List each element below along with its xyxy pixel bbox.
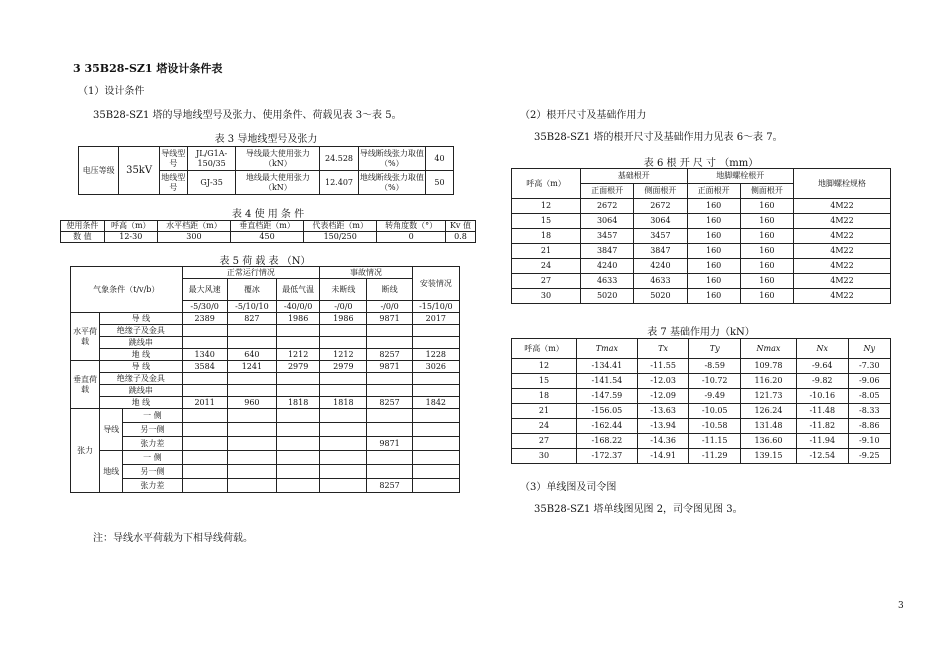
t3-type-label: 地线型号 xyxy=(159,171,187,195)
t7-head: Tx xyxy=(637,339,689,359)
t7-cell: -13.94 xyxy=(637,419,689,434)
t5-cell xyxy=(227,465,276,479)
t5-cell xyxy=(182,423,227,437)
t5-cell xyxy=(277,479,320,493)
t5-cell: 8257 xyxy=(367,479,412,493)
t7-cell: -141.54 xyxy=(577,374,638,389)
subsection-3-title: （3）单线图及司令图 xyxy=(520,482,617,493)
t6-cell: 4M22 xyxy=(794,229,891,244)
t7-row xyxy=(512,359,891,374)
t6-cell: 4633 xyxy=(581,274,634,289)
table5 xyxy=(70,266,460,493)
t4-value: 12-30 xyxy=(104,232,157,243)
t6-spec-label: 地脚螺栓规格 xyxy=(794,169,891,199)
t5-cell xyxy=(227,409,276,423)
t7-cell: 126.24 xyxy=(741,404,797,419)
t3-type: GJ-35 xyxy=(187,171,236,195)
t5-cell xyxy=(320,337,367,349)
t5-row-label: 导 线 xyxy=(100,361,182,373)
t5-cell xyxy=(277,465,320,479)
t7-cell: -8.05 xyxy=(848,389,890,404)
t5-cell: 1212 xyxy=(277,349,320,361)
t6-cell: 160 xyxy=(740,289,793,304)
t7-cell: 131.48 xyxy=(741,419,797,434)
t7-cell: -9.49 xyxy=(689,389,741,404)
t7-cell: -12.09 xyxy=(637,389,689,404)
t6-row xyxy=(512,214,891,229)
t5-tension-ground: 地线 xyxy=(100,451,123,493)
subsection-2-title: （2）根开尺寸及基础作用力 xyxy=(520,110,647,121)
t3-max-label: 地线最大使用张力（kN） xyxy=(236,171,320,195)
t7-head: Tmax xyxy=(577,339,638,359)
t3-max: 12.407 xyxy=(320,171,358,195)
t5-cell xyxy=(182,451,227,465)
t6-cell: 12 xyxy=(512,199,581,214)
t7-cell: -147.59 xyxy=(577,389,638,404)
t5-cell xyxy=(367,423,412,437)
t5-cell xyxy=(320,373,367,385)
t7-cell: -10.72 xyxy=(689,374,741,389)
t4-head: 水平档距（m） xyxy=(157,221,230,232)
subsection-1-text: 35B28-SZ1 塔的导地线型号及张力、使用条件、荷载见表 3～表 5。 xyxy=(93,110,402,121)
t6-cell: 27 xyxy=(512,274,581,289)
t4-head: Kv 值 xyxy=(445,221,475,232)
t5-row-label: 地 线 xyxy=(100,397,182,409)
t7-cell: 24 xyxy=(512,419,577,434)
t5-col-head: 未断线 xyxy=(320,279,367,301)
t3-break: 40 xyxy=(426,147,454,171)
t6-cell: 5020 xyxy=(581,289,634,304)
t5-cell: 1212 xyxy=(320,349,367,361)
table3-caption: 表 3 导地线型号及张力 xyxy=(214,134,318,145)
t6-cell: 4M22 xyxy=(794,199,891,214)
t6-row xyxy=(512,244,891,259)
t7-cell: -10.58 xyxy=(689,419,741,434)
t5-weather-label: 气象条件（t/v/b） xyxy=(71,267,183,313)
t5-cell xyxy=(277,437,320,451)
t6-cell: 3457 xyxy=(581,229,634,244)
t5-cond: -5/30/0 xyxy=(182,301,227,313)
t5-cell xyxy=(367,451,412,465)
t5-row-label: 张力差 xyxy=(123,479,182,493)
t5-accident-label: 事故情况 xyxy=(320,267,412,279)
t5-cell: 1340 xyxy=(182,349,227,361)
t7-cell: 15 xyxy=(512,374,577,389)
t5-cell: 8257 xyxy=(367,349,412,361)
t3-voltage-label: 电压等级 xyxy=(79,147,119,195)
t5-cell xyxy=(277,385,320,397)
t7-head: Nx xyxy=(796,339,848,359)
section-title: 3 35B28-SZ1 塔设计条件表 xyxy=(73,62,223,75)
t6-cell: 5020 xyxy=(634,289,687,304)
table4 xyxy=(60,220,476,243)
t7-cell: -134.41 xyxy=(577,359,638,374)
t5-cell xyxy=(412,437,459,451)
t6-cell: 160 xyxy=(740,244,793,259)
t6-cell: 160 xyxy=(740,199,793,214)
t5-cell xyxy=(182,437,227,451)
t7-cell: 30 xyxy=(512,449,577,464)
t7-cell: -10.16 xyxy=(796,389,848,404)
t5-cell xyxy=(412,385,459,397)
table3 xyxy=(78,146,454,195)
t7-cell: -11.82 xyxy=(796,419,848,434)
t5-row-label: 绝缘子及金具 xyxy=(100,325,182,337)
t5-row-label: 另一侧 xyxy=(123,423,182,437)
table7 xyxy=(511,338,891,464)
t6-base-label: 基础根开 xyxy=(581,169,688,184)
t3-type: JL/G1A-150/35 xyxy=(187,147,236,171)
table5-note: 注：导线水平荷载为下相导线荷载。 xyxy=(93,533,253,544)
t5-cell: 640 xyxy=(227,349,276,361)
t5-cond: -5/10/10 xyxy=(227,301,276,313)
t6-cell: 160 xyxy=(740,274,793,289)
t4-value: 0.8 xyxy=(445,232,475,243)
t7-cell: -9.10 xyxy=(848,434,890,449)
t5-cell xyxy=(320,437,367,451)
t5-cell xyxy=(227,423,276,437)
t5-cond: -40/0/0 xyxy=(277,301,320,313)
t6-cell: 160 xyxy=(687,274,740,289)
t6-bolt-label: 地脚螺栓根开 xyxy=(687,169,794,184)
t7-cell: -9.64 xyxy=(796,359,848,374)
t7-cell: 139.15 xyxy=(741,449,797,464)
t6-cell: 160 xyxy=(687,229,740,244)
t5-cell xyxy=(320,409,367,423)
t5-cell xyxy=(182,325,227,337)
t7-cell: 136.60 xyxy=(741,434,797,449)
t7-cell: -11.29 xyxy=(689,449,741,464)
table4-caption: 表 4 使 用 条 件 xyxy=(231,209,305,220)
t5-cell xyxy=(182,373,227,385)
t7-cell: -11.15 xyxy=(689,434,741,449)
t5-cell xyxy=(412,451,459,465)
t6-row xyxy=(512,274,891,289)
t7-cell: -9.82 xyxy=(796,374,848,389)
t4-head: 使用条件 xyxy=(61,221,105,232)
t6-cell: 4240 xyxy=(634,259,687,274)
t5-cell: 1986 xyxy=(277,313,320,325)
t6-cell: 30 xyxy=(512,289,581,304)
t5-cell: 8257 xyxy=(367,397,412,409)
t6-row xyxy=(512,259,891,274)
t5-col-head: 最大风速 xyxy=(182,279,227,301)
t6-cell: 4M22 xyxy=(794,274,891,289)
t7-cell: -11.94 xyxy=(796,434,848,449)
t7-cell: -14.91 xyxy=(637,449,689,464)
t6-subhead: 正面根开 xyxy=(687,184,740,199)
t5-cell xyxy=(320,479,367,493)
t7-row xyxy=(512,434,891,449)
t5-cond: -/0/0 xyxy=(367,301,412,313)
t4-head: 垂直档距（m） xyxy=(231,221,304,232)
t5-row-label: 导 线 xyxy=(100,313,182,325)
t5-cell xyxy=(320,385,367,397)
t5-group-vertical: 垂直荷载 xyxy=(71,361,100,409)
t6-subhead: 侧面根开 xyxy=(740,184,793,199)
t5-row-label: 地 线 xyxy=(100,349,182,361)
t5-cell: 1986 xyxy=(320,313,367,325)
t5-col-head: 最低气温 xyxy=(277,279,320,301)
t5-cell xyxy=(182,385,227,397)
t6-cell: 21 xyxy=(512,244,581,259)
t7-cell: 18 xyxy=(512,389,577,404)
t5-cell: 3584 xyxy=(182,361,227,373)
t3-voltage: 35kV xyxy=(119,147,159,195)
t5-cell xyxy=(367,465,412,479)
t7-cell: 121.73 xyxy=(741,389,797,404)
t5-cell xyxy=(277,451,320,465)
t4-head: 转角度数（°） xyxy=(377,221,446,232)
subsection-2-text: 35B28-SZ1 塔的根开尺寸及基础作用力见表 6～表 7。 xyxy=(534,132,783,143)
t7-cell: -12.54 xyxy=(796,449,848,464)
t4-head: 呼高（m） xyxy=(104,221,157,232)
t7-body xyxy=(512,359,891,464)
t3-max-label: 导线最大使用张力（kN） xyxy=(236,147,320,171)
t5-cond: -15/10/0 xyxy=(412,301,459,313)
t7-cell: -14.36 xyxy=(637,434,689,449)
t7-row xyxy=(512,389,891,404)
t5-cell xyxy=(320,451,367,465)
t6-cell: 4M22 xyxy=(794,289,891,304)
t7-cell: -10.05 xyxy=(689,404,741,419)
t5-row-label: 一 侧 xyxy=(123,409,182,423)
t5-cell xyxy=(277,337,320,349)
t7-cell: -8.33 xyxy=(848,404,890,419)
t5-group-tension: 张力 xyxy=(71,409,100,493)
t5-cell xyxy=(412,373,459,385)
subsection-3-text: 35B28-SZ1 塔单线图见图 2，司令图见图 3。 xyxy=(534,504,743,515)
t5-cell xyxy=(227,385,276,397)
t5-cell xyxy=(277,423,320,437)
t5-cell xyxy=(412,423,459,437)
t5-col-head: 覆冰 xyxy=(227,279,276,301)
t7-cell: 109.78 xyxy=(741,359,797,374)
t6-cell: 18 xyxy=(512,229,581,244)
t7-cell: -162.44 xyxy=(577,419,638,434)
t6-cell: 160 xyxy=(687,199,740,214)
table6-caption: 表 6 根 开 尺 寸 （mm） xyxy=(643,158,759,169)
t7-cell: -8.59 xyxy=(689,359,741,374)
t6-subhead: 侧面根开 xyxy=(634,184,687,199)
t7-row xyxy=(512,404,891,419)
t6-cell: 160 xyxy=(687,289,740,304)
t7-cell: -7.30 xyxy=(848,359,890,374)
t6-row xyxy=(512,289,891,304)
t7-cell: -168.22 xyxy=(577,434,638,449)
t5-cell xyxy=(367,325,412,337)
t6-cell: 3457 xyxy=(634,229,687,244)
t3-break-label: 地线断线张力取值（%） xyxy=(358,171,425,195)
t6-cell: 4M22 xyxy=(794,244,891,259)
t5-cell: 9871 xyxy=(367,437,412,451)
t5-cell: 1818 xyxy=(320,397,367,409)
t5-row-label: 跳线串 xyxy=(100,385,182,397)
t5-cell: 1818 xyxy=(277,397,320,409)
t6-cell: 15 xyxy=(512,214,581,229)
t5-row-label: 另一侧 xyxy=(123,465,182,479)
t6-cell: 2672 xyxy=(581,199,634,214)
t7-row xyxy=(512,374,891,389)
t5-cell xyxy=(367,409,412,423)
t6-height-label: 呼高（m） xyxy=(512,169,581,199)
t3-type-label: 导线型号 xyxy=(159,147,187,171)
t6-row xyxy=(512,199,891,214)
t7-cell: 116.20 xyxy=(741,374,797,389)
t6-cell: 2672 xyxy=(634,199,687,214)
t7-cell: -9.25 xyxy=(848,449,890,464)
t3-break-label: 导线断线张力取值（%） xyxy=(358,147,425,171)
t5-normal-label: 正常运行情况 xyxy=(182,267,320,279)
t5-cell xyxy=(227,373,276,385)
t6-cell: 160 xyxy=(687,214,740,229)
t4-value: 0 xyxy=(377,232,446,243)
t7-row xyxy=(512,449,891,464)
t5-col-head: 断线 xyxy=(367,279,412,301)
t6-cell: 160 xyxy=(687,259,740,274)
t5-cell: 1842 xyxy=(412,397,459,409)
t5-tension-conductor: 导线 xyxy=(100,409,123,451)
t5-cell xyxy=(320,423,367,437)
t5-cell: 9871 xyxy=(367,361,412,373)
t5-cell: 827 xyxy=(227,313,276,325)
t7-cell: -172.37 xyxy=(577,449,638,464)
table7-caption: 表 7 基础作用力（kN） xyxy=(647,327,755,338)
t5-cell: 3026 xyxy=(412,361,459,373)
t6-cell: 160 xyxy=(687,244,740,259)
t4-value: 150/250 xyxy=(304,232,377,243)
subsection-1-title: （1）设计条件 xyxy=(78,86,145,97)
t4-value: 450 xyxy=(231,232,304,243)
t7-head: Ty xyxy=(689,339,741,359)
t6-row xyxy=(512,229,891,244)
t6-cell: 160 xyxy=(740,229,793,244)
page-number: 3 xyxy=(898,601,904,611)
t5-cell: 2979 xyxy=(277,361,320,373)
t7-head: Ny xyxy=(848,339,890,359)
t5-cell xyxy=(182,479,227,493)
t5-cell: 2979 xyxy=(320,361,367,373)
t6-cell: 24 xyxy=(512,259,581,274)
t5-cell xyxy=(367,385,412,397)
t5-cond: -/0/0 xyxy=(320,301,367,313)
t7-cell: 27 xyxy=(512,434,577,449)
t7-cell: 12 xyxy=(512,359,577,374)
table5-caption: 表 5 荷 载 表 （N） xyxy=(219,256,311,267)
t7-cell: -9.06 xyxy=(848,374,890,389)
t5-row-label: 绝缘子及金具 xyxy=(100,373,182,385)
t7-cell: -11.55 xyxy=(637,359,689,374)
t5-cell xyxy=(367,373,412,385)
t5-cell: 2011 xyxy=(182,397,227,409)
t5-cell xyxy=(227,325,276,337)
t5-cell: 2389 xyxy=(182,313,227,325)
t6-cell: 3064 xyxy=(634,214,687,229)
t4-head: 代表档距（m） xyxy=(304,221,377,232)
t5-cell xyxy=(277,373,320,385)
t6-cell: 4240 xyxy=(581,259,634,274)
t6-cell: 4M22 xyxy=(794,214,891,229)
t6-cell: 4633 xyxy=(634,274,687,289)
t5-cell xyxy=(412,325,459,337)
t5-group-horizontal: 水平荷载 xyxy=(71,313,100,361)
t5-row-label: 一 侧 xyxy=(123,451,182,465)
t5-cell xyxy=(320,325,367,337)
t3-max: 24.528 xyxy=(320,147,358,171)
t7-cell: -12.03 xyxy=(637,374,689,389)
t7-cell: -13.63 xyxy=(637,404,689,419)
t5-cell: 960 xyxy=(227,397,276,409)
t4-value: 300 xyxy=(157,232,230,243)
t7-head: 呼高（m） xyxy=(512,339,577,359)
t7-row xyxy=(512,419,891,434)
table6 xyxy=(511,168,891,304)
t7-cell: -11.48 xyxy=(796,404,848,419)
t7-cell: -8.86 xyxy=(848,419,890,434)
t6-cell: 4M22 xyxy=(794,259,891,274)
t5-cell xyxy=(227,337,276,349)
t5-cell: 2017 xyxy=(412,313,459,325)
t3-break: 50 xyxy=(426,171,454,195)
t5-cell xyxy=(182,337,227,349)
t5-cell xyxy=(367,337,412,349)
t6-subhead: 正面根开 xyxy=(581,184,634,199)
t5-install-label: 安装情况 xyxy=(412,267,459,301)
t6-cell: 3847 xyxy=(581,244,634,259)
t5-cell xyxy=(412,409,459,423)
t5-cell xyxy=(412,479,459,493)
t6-cell: 160 xyxy=(740,259,793,274)
t5-cell xyxy=(320,465,367,479)
t5-cell xyxy=(412,465,459,479)
t5-row-label: 张力差 xyxy=(123,437,182,451)
t6-cell: 3064 xyxy=(581,214,634,229)
t5-cell: 1241 xyxy=(227,361,276,373)
t7-head: Nmax xyxy=(741,339,797,359)
t5-cell xyxy=(277,409,320,423)
t5-cell xyxy=(227,451,276,465)
t6-cell: 3847 xyxy=(634,244,687,259)
t7-cell: -156.05 xyxy=(577,404,638,419)
t5-cell: 1228 xyxy=(412,349,459,361)
t5-cell: 9871 xyxy=(367,313,412,325)
t6-cell: 160 xyxy=(740,214,793,229)
t5-row-label: 跳线串 xyxy=(100,337,182,349)
t5-cell xyxy=(182,465,227,479)
t5-cell xyxy=(277,325,320,337)
t6-body xyxy=(512,199,891,304)
t7-cell: 21 xyxy=(512,404,577,419)
t5-cell xyxy=(182,409,227,423)
t5-cell xyxy=(227,437,276,451)
t5-cell xyxy=(412,337,459,349)
t5-cell xyxy=(227,479,276,493)
t4-value: 数 值 xyxy=(61,232,105,243)
